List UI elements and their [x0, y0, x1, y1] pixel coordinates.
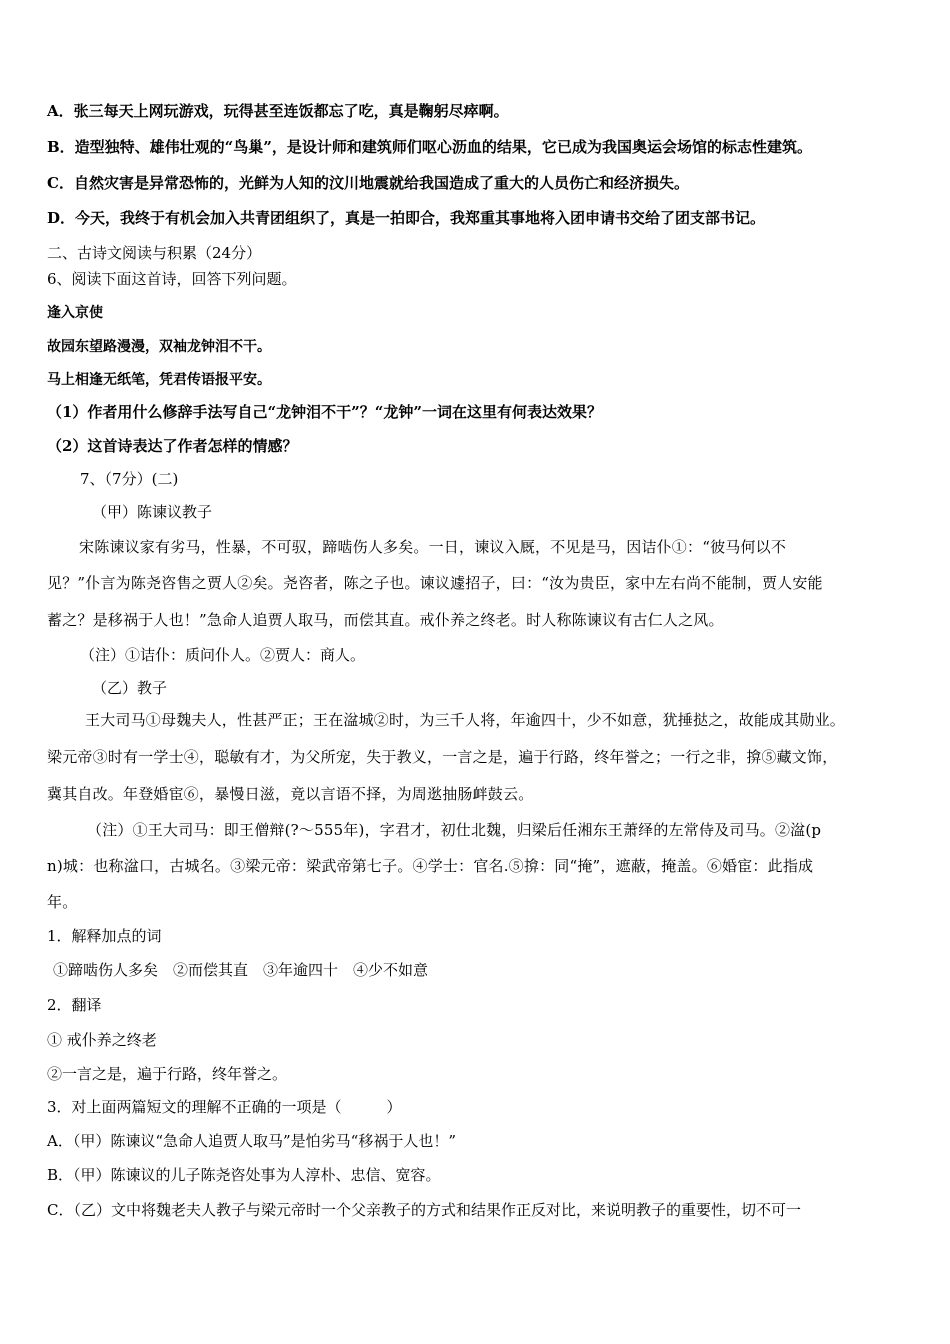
passage-jia-title: （甲）陈谏议教子 — [92, 503, 213, 521]
passage-jia-line-2: 见？”仆言为陈尧咨售之贾人②矣。尧咨者，陈之子也。谏议遽招子，曰：“汝为贵臣，家中左右尚不能制，贾人安能 — [47, 574, 823, 592]
question-7-2-label: 2．翻译 — [47, 996, 102, 1014]
passage-jia-line-3: 蓄之？是移祸于人也！”急命人追贾人取马，而偿其直。戒仆养之终老。时人称陈谏议有古仁人之风。 — [47, 611, 724, 629]
poem-line-1: 故园东望路漫漫，双袖龙钟泪不干。 — [47, 339, 271, 355]
passage-yi-line-2: 梁元帝③时有一学士④，聪敏有才，为父所宠，失于教义，一言之是，遍于行路，终年誉之；一行之非，揜⑤藏文饰， — [47, 748, 838, 766]
question-7-2-item-1: ① 戒仆养之终老 — [47, 1031, 157, 1049]
question-7-1-items: ①蹄啮伤人多矣 ②而偿其直 ③年逾四十 ④少不如意 — [53, 961, 429, 979]
poem-title: 逢入京使 — [47, 305, 103, 321]
question-7-3-option-a: A．（甲）陈谏议“急命人追贾人取马”是怕劣马“移祸于人也！” — [47, 1132, 457, 1150]
question-7-3-option-c: C．（乙）文中将魏老夫人教子与梁元帝时一个父亲教子的方式和结果作正反对比，来说明教子的重要性，切不可一 — [47, 1201, 801, 1219]
question-7-3-label: 3．对上面两篇短文的理解不正确的一项是（ ） — [47, 1098, 402, 1116]
question-7-3-option-b: B．（甲）陈谏议的儿子陈尧咨处事为人淳朴、忠信、宽容。 — [47, 1166, 441, 1184]
passage-jia-line-1: 宋陈谏议家有劣马，性暴，不可驭，蹄啮伤人多矣。一日，谏议入厩，不见是马，因诘仆①：“彼马何以不 — [79, 538, 787, 556]
question-6-sub-1: （1）作者用什么修辞手法写自己“龙钟泪不干”？“龙钟”一词在这里有何表达效果？ — [47, 403, 602, 421]
option-c: C．自然灾害是异常恐怖的，光鲜为人知的汶川地震就给我国造成了重大的人员伤亡和经济损失。 — [47, 174, 689, 192]
passage-yi-title: （乙）教子 — [92, 679, 168, 697]
option-b: B．造型独特、雄伟壮观的“鸟巢”，是设计师和建筑师们呕心沥血的结果，它已成为我国奥运会场馆的标志性建筑。 — [47, 138, 812, 156]
question-7-1-label: 1．解释加点的词 — [47, 927, 162, 945]
passage-jia-note: （注）①诘仆：质问仆人。②贾人：商人。 — [80, 646, 366, 664]
question-7-2-item-2: ②一言之是，遍于行路，终年誉之。 — [47, 1065, 288, 1083]
option-d: D．今天，我终于有机会加入共青团组织了，真是一拍即合，我郑重其事地将入团申请书交给了团支部书记。 — [47, 209, 766, 227]
question-7-heading: 7、（7分）(二) — [80, 470, 179, 488]
question-6-sub-2: （2）这首诗表达了作者怎样的情感？ — [47, 437, 298, 455]
option-a: A．张三每天上网玩游戏，玩得甚至连饭都忘了吃，真是鞠躬尽瘁啊。 — [47, 102, 509, 120]
passage-yi-line-3: 冀其自改。年登婚宦⑥，暴慢日滋，竟以言语不择，为周逖抽肠衅鼓云。 — [47, 785, 534, 803]
question-6-prompt: 6、阅读下面这首诗，回答下列问题。 — [47, 270, 297, 288]
passage-yi-line-1: 王大司马①母魏夫人，性甚严正；王在湓城②时，为三千人将，年逾四十，少不如意，犹捶挞之，故能成其勋业。 — [85, 711, 846, 729]
passage-yi-note-1: （注）①王大司马：即王僧辩(?～555年)，字君才，初仕北魏，归梁后任湘东王萧绎的左常侍及司马。②湓(p — [87, 821, 822, 839]
passage-yi-note-3: 年。 — [47, 893, 78, 911]
section-heading: 二、古诗文阅读与积累（24分） — [47, 244, 262, 262]
poem-line-2: 马上相逢无纸笔，凭君传语报平安。 — [47, 372, 271, 388]
passage-yi-note-2: n)城：也称湓口，古城名。③梁元帝：梁武帝第七子。④学士：官名.⑤揜：同“掩”，遮蔽，掩盖。⑥婚宦：此指成 — [47, 857, 814, 875]
